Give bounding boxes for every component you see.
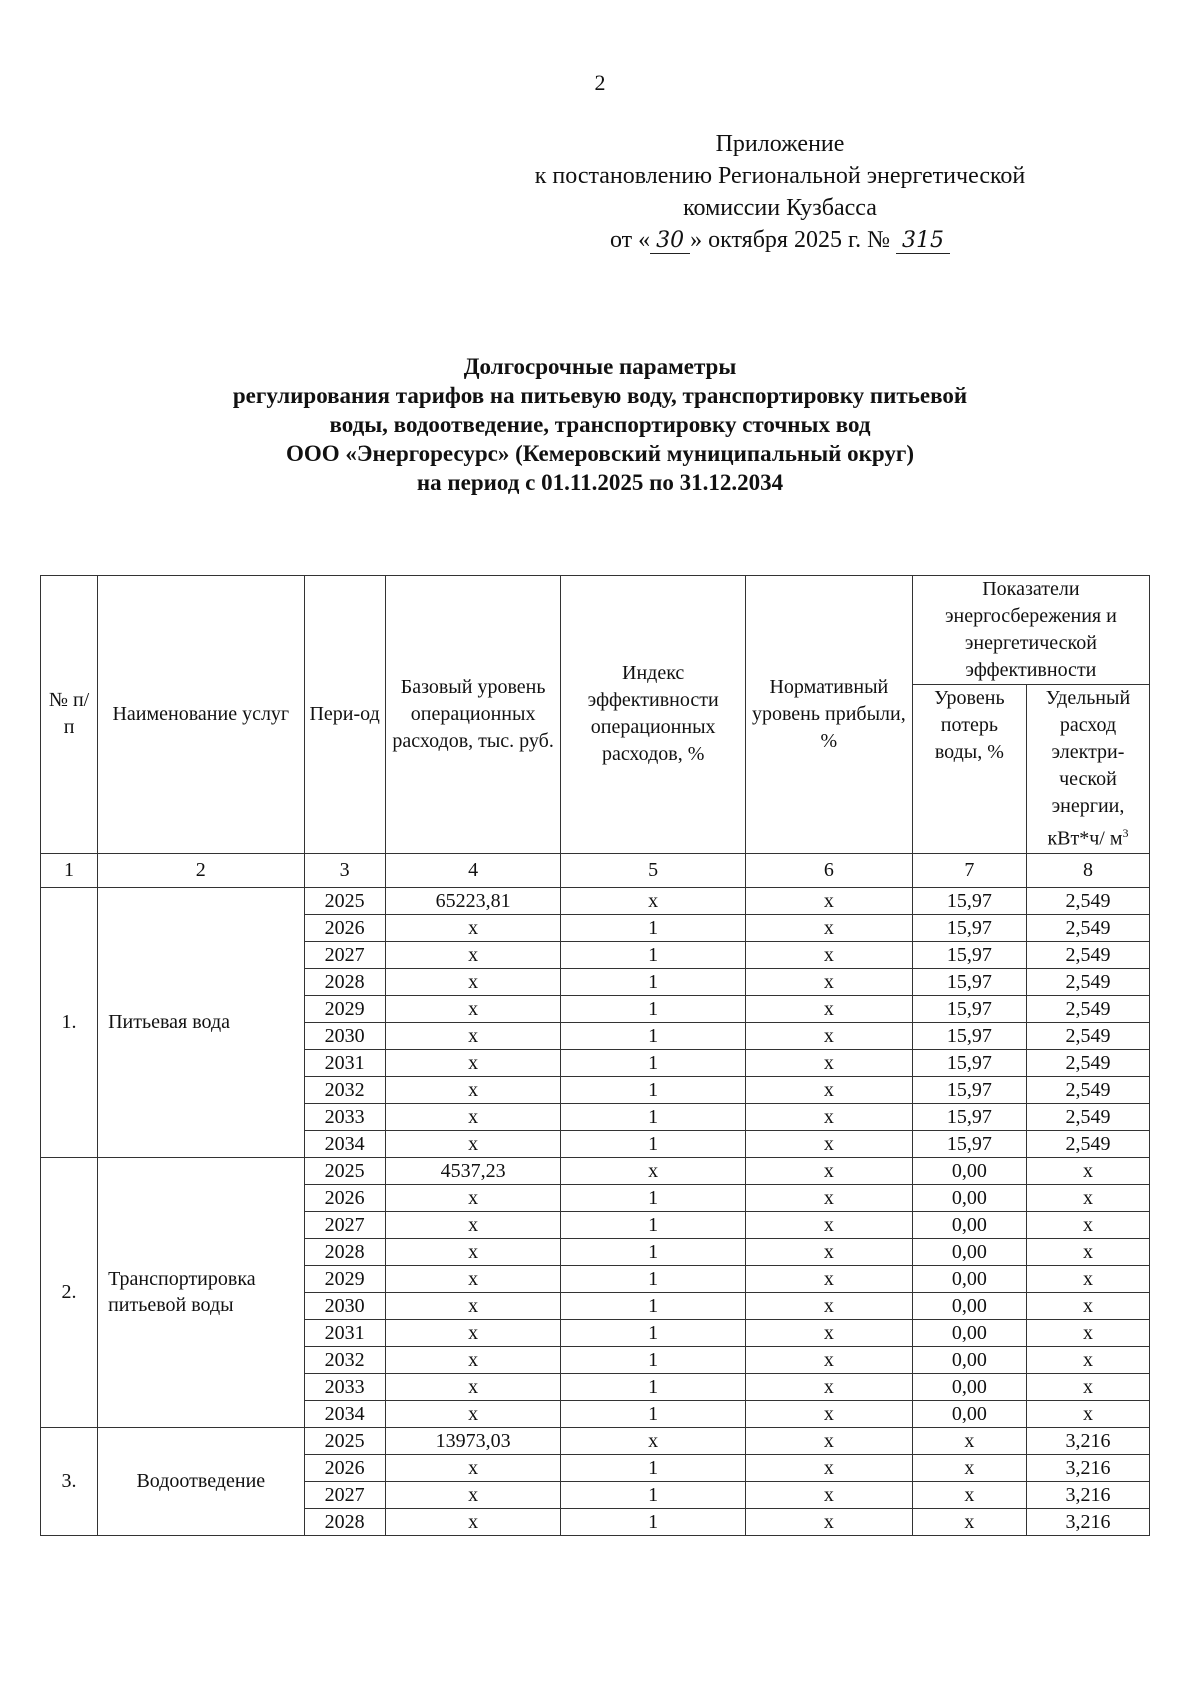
energy-consumption-cell: 2,549 [1026,995,1149,1022]
base-opex-cell: x [385,1346,561,1373]
service-name-cell: Водоотведение [98,1427,304,1535]
base-opex-cell: x [385,1049,561,1076]
base-opex-cell: x [385,1400,561,1427]
date-day-handwritten: 30 [650,229,690,254]
energy-consumption-cell: x [1026,1373,1149,1400]
base-opex-cell: x [385,1508,561,1535]
energy-consumption-cell: 3,216 [1026,1508,1149,1535]
efficiency-index-cell: 1 [561,1103,745,1130]
base-opex-cell: x [385,1076,561,1103]
unit-superscript: 3 [1122,826,1129,840]
efficiency-index-cell: 1 [561,1130,745,1157]
profit-level-cell: x [745,1157,912,1184]
energy-consumption-cell: 3,216 [1026,1454,1149,1481]
water-loss-cell: x [912,1481,1026,1508]
service-number-cell: 1. [41,887,98,1157]
water-loss-cell: 0,00 [912,1292,1026,1319]
energy-consumption-cell: 2,549 [1026,887,1149,914]
water-loss-cell: 15,97 [912,1130,1026,1157]
energy-consumption-cell: 3,216 [1026,1427,1149,1454]
period-cell: 2033 [304,1373,385,1400]
water-loss-cell: 0,00 [912,1319,1026,1346]
water-loss-cell: 0,00 [912,1373,1026,1400]
table-body [41,887,1150,1535]
energy-consumption-cell: 2,549 [1026,1022,1149,1049]
efficiency-index-cell: 1 [561,1454,745,1481]
period-cell: 2029 [304,995,385,1022]
water-loss-cell: 15,97 [912,941,1026,968]
water-loss-cell: 0,00 [912,1184,1026,1211]
profit-level-cell: x [745,1319,912,1346]
column-number: 8 [1026,853,1149,887]
profit-level-cell: x [745,1022,912,1049]
service-name-cell: Питьевая вода [98,887,304,1157]
water-loss-cell: 15,97 [912,1103,1026,1130]
appendix-label: Приложение [715,131,845,157]
profit-level-cell: x [745,995,912,1022]
period-cell: 2027 [304,1481,385,1508]
header-efficiency-index: Индекс эффективности операционных расходов, % [561,576,745,854]
profit-level-cell: x [745,1508,912,1535]
energy-consumption-cell: x [1026,1184,1149,1211]
efficiency-index-cell: 1 [561,1022,745,1049]
energy-consumption-cell: x [1026,1238,1149,1265]
water-loss-cell: 0,00 [912,1238,1026,1265]
period-cell: 2027 [304,1211,385,1238]
efficiency-index-cell: 1 [561,995,745,1022]
period-cell: 2029 [304,1265,385,1292]
appendix-header [470,128,1090,256]
service-number-cell: 2. [41,1157,98,1427]
header-period: Пери-од [304,576,385,854]
column-number: 5 [561,853,745,887]
energy-consumption-cell: x [1026,1157,1149,1184]
energy-consumption-cell: x [1026,1319,1149,1346]
base-opex-cell: x [385,1022,561,1049]
service-name-cell: Транспортировка питьевой воды [98,1157,304,1427]
base-opex-cell: x [385,1211,561,1238]
profit-level-cell: x [745,941,912,968]
profit-level-cell: x [745,1373,912,1400]
period-cell: 2025 [304,887,385,914]
base-opex-cell: x [385,941,561,968]
efficiency-index-cell: 1 [561,1373,745,1400]
profit-level-cell: x [745,1265,912,1292]
base-opex-cell: x [385,1238,561,1265]
period-cell: 2034 [304,1130,385,1157]
period-cell: 2025 [304,1157,385,1184]
period-cell: 2026 [304,914,385,941]
column-number: 3 [304,853,385,887]
period-cell: 2031 [304,1049,385,1076]
energy-consumption-cell: 2,549 [1026,914,1149,941]
water-loss-cell: 15,97 [912,968,1026,995]
title-line: ООО «Энергоресурс» (Кемеровский муниципальный округ) [285,441,914,466]
column-number: 4 [385,853,561,887]
efficiency-index-cell: x [561,887,745,914]
table-row [41,1427,1150,1454]
efficiency-index-cell: 1 [561,1292,745,1319]
base-opex-cell: x [385,995,561,1022]
header-energy-indicators: Показатели энергосбережения и энергетической эффективности [912,576,1149,685]
energy-consumption-cell: 2,549 [1026,1076,1149,1103]
energy-consumption-cell: x [1026,1400,1149,1427]
profit-level-cell: x [745,1103,912,1130]
base-opex-cell: x [385,914,561,941]
profit-level-cell: x [745,1481,912,1508]
profit-level-cell: x [745,1454,912,1481]
date-suffix: » октября 2025 г. № [690,227,890,253]
water-loss-cell: 15,97 [912,1076,1026,1103]
date-prefix: от « [609,227,651,253]
header-number: № п/п [41,576,98,854]
water-loss-cell: 0,00 [912,1400,1026,1427]
energy-consumption-cell: 2,549 [1026,1103,1149,1130]
efficiency-index-cell: 1 [561,1346,745,1373]
profit-level-cell: x [745,1346,912,1373]
base-opex-cell: x [385,1184,561,1211]
period-cell: 2032 [304,1076,385,1103]
efficiency-index-cell: x [561,1427,745,1454]
water-loss-cell: x [912,1454,1026,1481]
profit-level-cell: x [745,1427,912,1454]
title-line: Долгосрочные параметры [463,354,737,379]
water-loss-cell: 15,97 [912,1049,1026,1076]
energy-consumption-cell: 2,549 [1026,1049,1149,1076]
base-opex-cell: 13973,03 [385,1427,561,1454]
service-number-cell: 3. [41,1427,98,1535]
profit-level-cell: x [745,914,912,941]
efficiency-index-cell: 1 [561,914,745,941]
water-loss-cell: x [912,1427,1026,1454]
header-energy-consumption-text: Удельный расход электри-ческой энергии, кВт*ч/ м [1045,687,1131,850]
header-profit-level: Нормативный уровень прибыли, % [745,576,912,854]
efficiency-index-cell: 1 [561,1049,745,1076]
energy-consumption-cell: x [1026,1292,1149,1319]
period-cell: 2028 [304,968,385,995]
profit-level-cell: x [745,1211,912,1238]
water-loss-cell: 15,97 [912,995,1026,1022]
period-cell: 2025 [304,1427,385,1454]
energy-consumption-cell: 2,549 [1026,941,1149,968]
efficiency-index-cell: 1 [561,941,745,968]
energy-consumption-cell: 2,549 [1026,968,1149,995]
efficiency-index-cell: 1 [561,1184,745,1211]
efficiency-index-cell: 1 [561,1400,745,1427]
base-opex-cell: x [385,1373,561,1400]
table-row [41,1157,1150,1184]
header-water-loss: Уровень потерь воды, % [912,685,1026,854]
efficiency-index-cell: 1 [561,968,745,995]
profit-level-cell: x [745,887,912,914]
base-opex-cell: x [385,1103,561,1130]
energy-consumption-cell: 3,216 [1026,1481,1149,1508]
parameters-table [40,575,1150,1536]
energy-consumption-cell: 2,549 [1026,1130,1149,1157]
energy-consumption-cell: x [1026,1265,1149,1292]
document-title [0,352,1200,497]
column-number: 2 [98,853,304,887]
header-service-name: Наименование услуг [98,576,304,854]
water-loss-cell: 15,97 [912,887,1026,914]
profit-level-cell: x [745,1130,912,1157]
base-opex-cell: 4537,23 [385,1157,561,1184]
page-number: 2 [594,70,606,95]
title-line: на период с 01.11.2025 по 31.12.2034 [416,470,784,495]
appendix-commission: комиссии Кузбасса [683,195,877,221]
profit-level-cell: x [745,1049,912,1076]
period-cell: 2030 [304,1292,385,1319]
efficiency-index-cell: 1 [561,1238,745,1265]
profit-level-cell: x [745,968,912,995]
profit-level-cell: x [745,1400,912,1427]
base-opex-cell: x [385,1454,561,1481]
column-number: 6 [745,853,912,887]
efficiency-index-cell: 1 [561,1508,745,1535]
title-line: регулирования тарифов на питьевую воду, транспортировку питьевой [232,383,968,408]
column-number: 1 [41,853,98,887]
base-opex-cell: x [385,1292,561,1319]
profit-level-cell: x [745,1292,912,1319]
base-opex-cell: x [385,1319,561,1346]
period-cell: 2034 [304,1400,385,1427]
period-cell: 2031 [304,1319,385,1346]
base-opex-cell: 65223,81 [385,887,561,914]
efficiency-index-cell: 1 [561,1076,745,1103]
efficiency-index-cell: x [561,1157,745,1184]
base-opex-cell: x [385,1130,561,1157]
header-base-opex: Базовый уровень операционных расходов, тыс. руб. [385,576,561,854]
period-cell: 2027 [304,941,385,968]
base-opex-cell: x [385,968,561,995]
appendix-decree: к постановлению Региональной энергетической [534,163,1026,189]
decree-number-handwritten: 315 [896,229,950,254]
water-loss-cell: 15,97 [912,914,1026,941]
base-opex-cell: x [385,1265,561,1292]
period-cell: 2028 [304,1508,385,1535]
energy-consumption-cell: x [1026,1346,1149,1373]
period-cell: 2032 [304,1346,385,1373]
water-loss-cell: 0,00 [912,1346,1026,1373]
energy-consumption-cell: x [1026,1211,1149,1238]
column-number: 7 [912,853,1026,887]
profit-level-cell: x [745,1076,912,1103]
efficiency-index-cell: 1 [561,1481,745,1508]
water-loss-cell: 0,00 [912,1157,1026,1184]
profit-level-cell: x [745,1184,912,1211]
table-row [41,887,1150,914]
water-loss-cell: 15,97 [912,1022,1026,1049]
period-cell: 2026 [304,1454,385,1481]
profit-level-cell: x [745,1238,912,1265]
water-loss-cell: 0,00 [912,1211,1026,1238]
header-energy-consumption [1026,685,1149,854]
efficiency-index-cell: 1 [561,1211,745,1238]
period-cell: 2026 [304,1184,385,1211]
column-numbers-row [41,853,1150,887]
period-cell: 2030 [304,1022,385,1049]
title-line: воды, водоотведение, транспортировку сточных вод [329,412,871,437]
efficiency-index-cell: 1 [561,1265,745,1292]
base-opex-cell: x [385,1481,561,1508]
water-loss-cell: 0,00 [912,1265,1026,1292]
appendix-date-line [470,224,1090,256]
period-cell: 2028 [304,1238,385,1265]
efficiency-index-cell: 1 [561,1319,745,1346]
water-loss-cell: x [912,1508,1026,1535]
period-cell: 2033 [304,1103,385,1130]
